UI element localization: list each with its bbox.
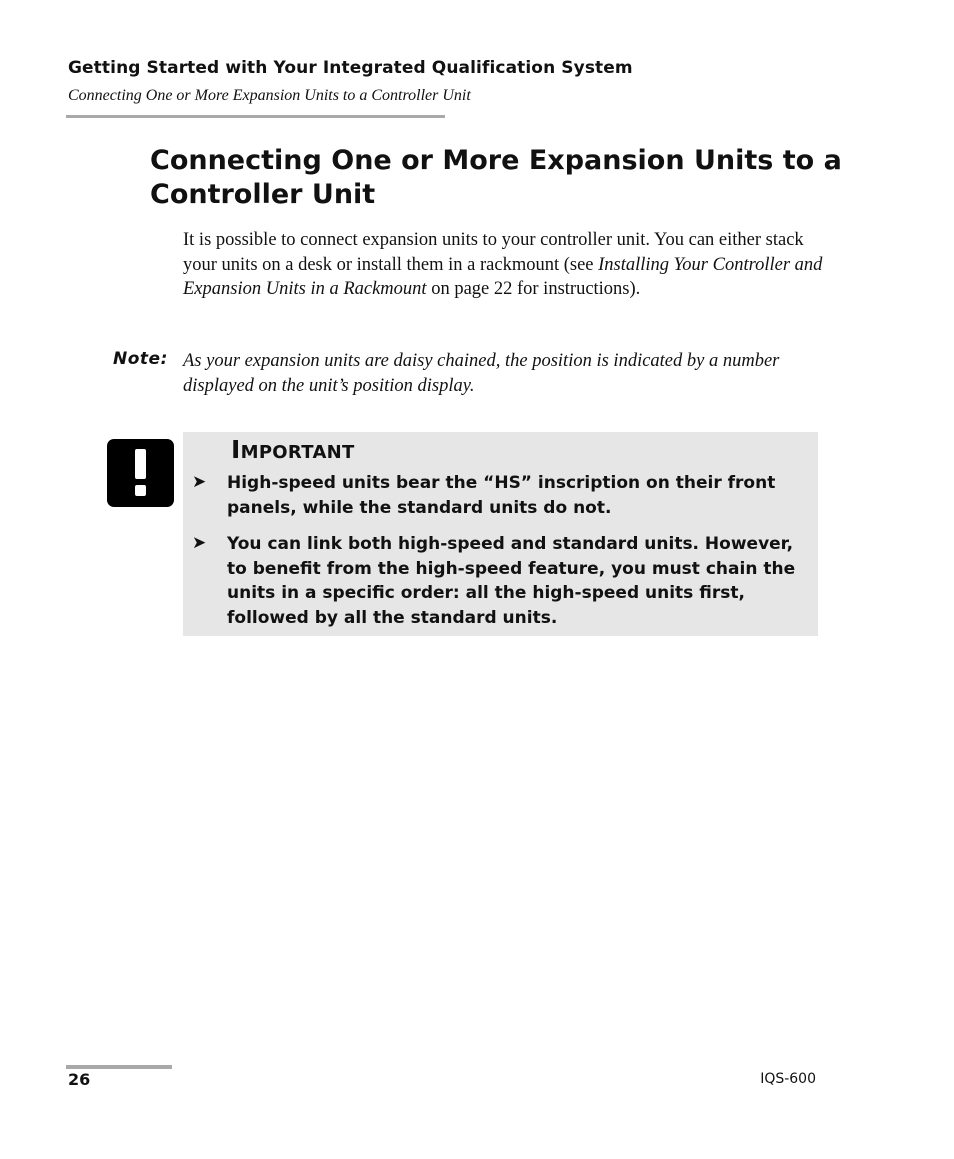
section-heading-line2: Controller Unit [150, 179, 376, 210]
bullet-arrow-icon: ➤ [192, 472, 207, 492]
note-label: Note: [113, 349, 168, 369]
body-cross-reference: Installing Your Controller and Expansion Units in a Rackmount [183, 254, 823, 299]
section-heading-line1: Connecting One or More Expansion Units to a [150, 145, 842, 176]
important-title: Important [231, 435, 355, 464]
note-text: As your expansion units are daisy chained, the position is indicated by a number displayed on the unit’s position display. [183, 351, 780, 396]
body-lead: It is possible to connect expansion units to your controller unit. You can either stack your units on a desk or install them in a rackmount (see [183, 230, 804, 275]
exclamation-bar [135, 449, 146, 479]
important-item-text: You can link both high-speed and standard units. However, to benefit from the high-speed feature, you must chain the units in a specific order: all the high-speed units first, followed by all the standard units. [227, 534, 796, 628]
important-item-text: High-speed units bear the “HS” inscription on their front panels, while the standard units do not. [227, 473, 776, 518]
header-rule [66, 115, 445, 118]
running-header-title: Getting Started with Your Integrated Qualification System [68, 58, 633, 78]
section-heading [150, 144, 850, 212]
footer-rule [66, 1065, 172, 1069]
body-paragraph [183, 228, 823, 302]
bullet-arrow-icon: ➤ [192, 533, 207, 553]
page-number: 26 [68, 1070, 91, 1089]
body-tail: on page 22 for instructions). [426, 279, 641, 299]
product-name: IQS-600 [760, 1071, 816, 1087]
exclamation-icon [107, 439, 174, 507]
running-header-subtitle: Connecting One or More Expansion Units to a Controller Unit [68, 87, 471, 104]
exclamation-dot [135, 485, 146, 496]
